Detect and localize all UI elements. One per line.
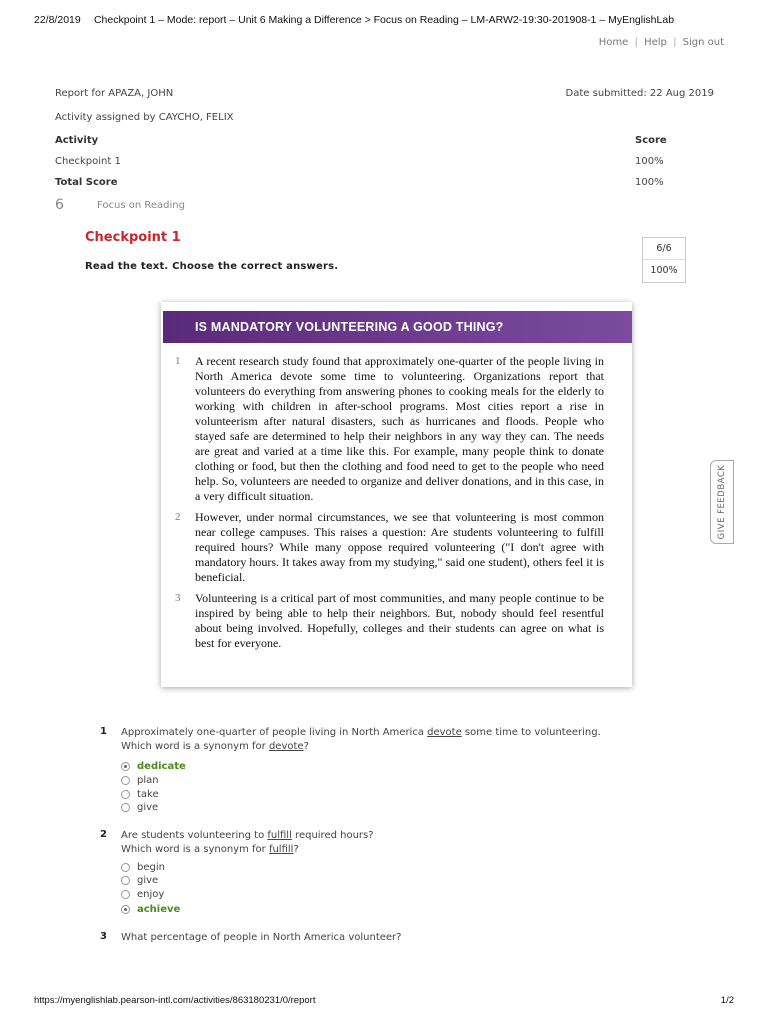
home-link[interactable]: Home: [598, 37, 629, 48]
instructions: Read the text. Choose the correct answers.: [85, 261, 339, 272]
answer-option[interactable]: [121, 861, 660, 875]
answer-options: [121, 861, 660, 918]
score-table-header: [55, 130, 665, 151]
top-nav: [599, 37, 724, 48]
answer-option[interactable]: [121, 901, 660, 917]
paragraph-number: 3: [175, 592, 181, 604]
question-text: ?: [303, 741, 309, 752]
questions: [100, 726, 660, 959]
reading-passage: [161, 302, 632, 687]
checkpoint-title: Checkpoint 1: [85, 230, 181, 245]
option-label: dedicate: [137, 760, 186, 772]
option-label: take: [137, 788, 159, 800]
question-text: ?: [293, 843, 299, 855]
passage-paragraph: [175, 354, 604, 504]
answer-option[interactable]: [121, 801, 660, 815]
page-url: https://myenglishlab.pearson-intl.com/activities/863180231/0/report: [34, 995, 316, 1006]
date-submitted: Date submitted: 22 Aug 2019: [565, 88, 714, 99]
question-number: 1: [100, 726, 107, 737]
option-label: give: [137, 875, 159, 887]
question-prompt: [121, 726, 601, 740]
activity-header: Activity: [55, 135, 99, 146]
score-table: [55, 130, 665, 193]
question-number: 2: [100, 828, 107, 840]
radio-selected-icon[interactable]: [121, 762, 130, 771]
section-name: Focus on Reading: [97, 199, 185, 211]
answer-options: [121, 758, 660, 815]
print-footer: [34, 995, 734, 1006]
target-word: devote: [427, 727, 462, 738]
question-text: required hours?: [291, 829, 374, 841]
radio-selected-icon[interactable]: [121, 905, 130, 914]
passage-paragraph: [175, 510, 604, 585]
total-score-row: [55, 172, 665, 193]
question-prompt: What percentage of people in North America volunteer?: [121, 932, 402, 943]
paragraph-number: 1: [175, 355, 181, 367]
table-row: [55, 151, 665, 172]
nav-separator: |: [673, 37, 677, 48]
question-subprompt: [121, 740, 601, 754]
radio-icon[interactable]: [121, 863, 130, 872]
print-title: Checkpoint 1 – Mode: report – Unit 6 Making a Difference > Focus on Reading – LM-ARW2-19:30-201908-1 – MyEnglishLab: [93, 14, 675, 26]
passage-body: [175, 354, 604, 657]
question-text: some time to volunteering.: [461, 727, 601, 738]
answer-option[interactable]: [121, 874, 660, 888]
question-number: 3: [100, 931, 107, 942]
option-label: plan: [137, 775, 159, 787]
sign-out-link[interactable]: Sign out: [682, 37, 724, 48]
radio-icon[interactable]: [121, 803, 130, 812]
option-label: achieve: [137, 903, 181, 915]
question-subprompt: [121, 843, 374, 857]
paragraph-text: However, under normal circumstances, we see that volunteering is most common near college campuses. This raises a question: Are students volunteering to fulfill required hours? While many oppose required volunteering ("I don't agree with mandatory hours. It takes away from my studying," said one student), others feel it is beneficial.: [195, 510, 604, 584]
answer-option[interactable]: [121, 758, 660, 774]
score-percent: 100%: [650, 265, 678, 276]
feedback-label: GIVE FEEDBACK: [717, 464, 727, 540]
activity-score: 100%: [635, 156, 664, 167]
question-2: [100, 829, 660, 918]
total-score-label: Total Score: [55, 177, 118, 188]
radio-icon[interactable]: [121, 876, 130, 885]
question-text: Are students volunteering to: [121, 829, 268, 841]
passage-paragraph: [175, 591, 604, 651]
radio-icon[interactable]: [121, 890, 130, 899]
radio-icon[interactable]: [121, 776, 130, 785]
option-label: begin: [137, 861, 165, 873]
report-for: Report for APAZA, JOHN: [55, 88, 174, 99]
nav-separator: |: [634, 37, 638, 48]
total-score-value: 100%: [635, 177, 664, 188]
page-number: 1/2: [720, 995, 734, 1006]
question-1: [100, 726, 660, 815]
paragraph-text: Volunteering is a critical part of most communities, and many people continue to be inspired by being able to help their neighbors. But, nobody should feel resentful about being involved. Hopefully, colleges and their students can agree on what is best for everyone.: [195, 591, 604, 650]
answer-option[interactable]: [121, 774, 660, 788]
question-text: Approximately one-quarter of people living in North America: [121, 727, 428, 738]
paragraph-text: A recent research study found that approximately one-quarter of the people living in North America devote some time to volunteering. Organizations report that volunteers do everything from answering phones to cooking meals for the elderly to working with children in after-school programs. Most cities report a rise in volunteerism after natural disasters, such as hurricanes and floods. People who stayed safe are determined to help their neighbors in any way they can. The needs are great and varied at a time like this. For example, many people think to donate clothing or food, but then the clothing and food need to get to the people who need help. So, volunteers are needed to organize and deliver donations, and in this case, in a very difficult situation.: [195, 354, 604, 503]
score-fraction: 6/6: [643, 238, 685, 260]
question-3: [100, 931, 660, 945]
section-number: 6: [55, 197, 64, 213]
answer-option[interactable]: [121, 888, 660, 902]
print-header: [34, 14, 734, 26]
activity-name: Checkpoint 1: [55, 156, 121, 167]
paragraph-number: 2: [175, 511, 181, 523]
radio-icon[interactable]: [121, 790, 130, 799]
question-text: Which word is a synonym for: [121, 741, 269, 752]
help-link[interactable]: Help: [644, 37, 667, 48]
target-word: fulfill: [268, 843, 294, 855]
section-line: [55, 197, 185, 213]
target-word: fulfill: [267, 829, 292, 841]
report-info: [55, 88, 714, 123]
score-header: Score: [635, 135, 667, 146]
answer-option[interactable]: [121, 788, 660, 802]
passage-title: IS MANDATORY VOLUNTEERING A GOOD THING?: [163, 311, 632, 343]
option-label: enjoy: [137, 888, 165, 900]
print-date: 22/8/2019: [34, 14, 81, 26]
option-label: give: [137, 802, 159, 814]
checkpoint-score-box: [642, 237, 686, 283]
question-text: Which word is a synonym for: [121, 843, 269, 855]
target-word: devote: [268, 741, 304, 752]
assigned-by: Activity assigned by CAYCHO, FELIX: [55, 112, 234, 123]
question-prompt: [121, 829, 374, 843]
give-feedback-tab[interactable]: [710, 460, 734, 544]
